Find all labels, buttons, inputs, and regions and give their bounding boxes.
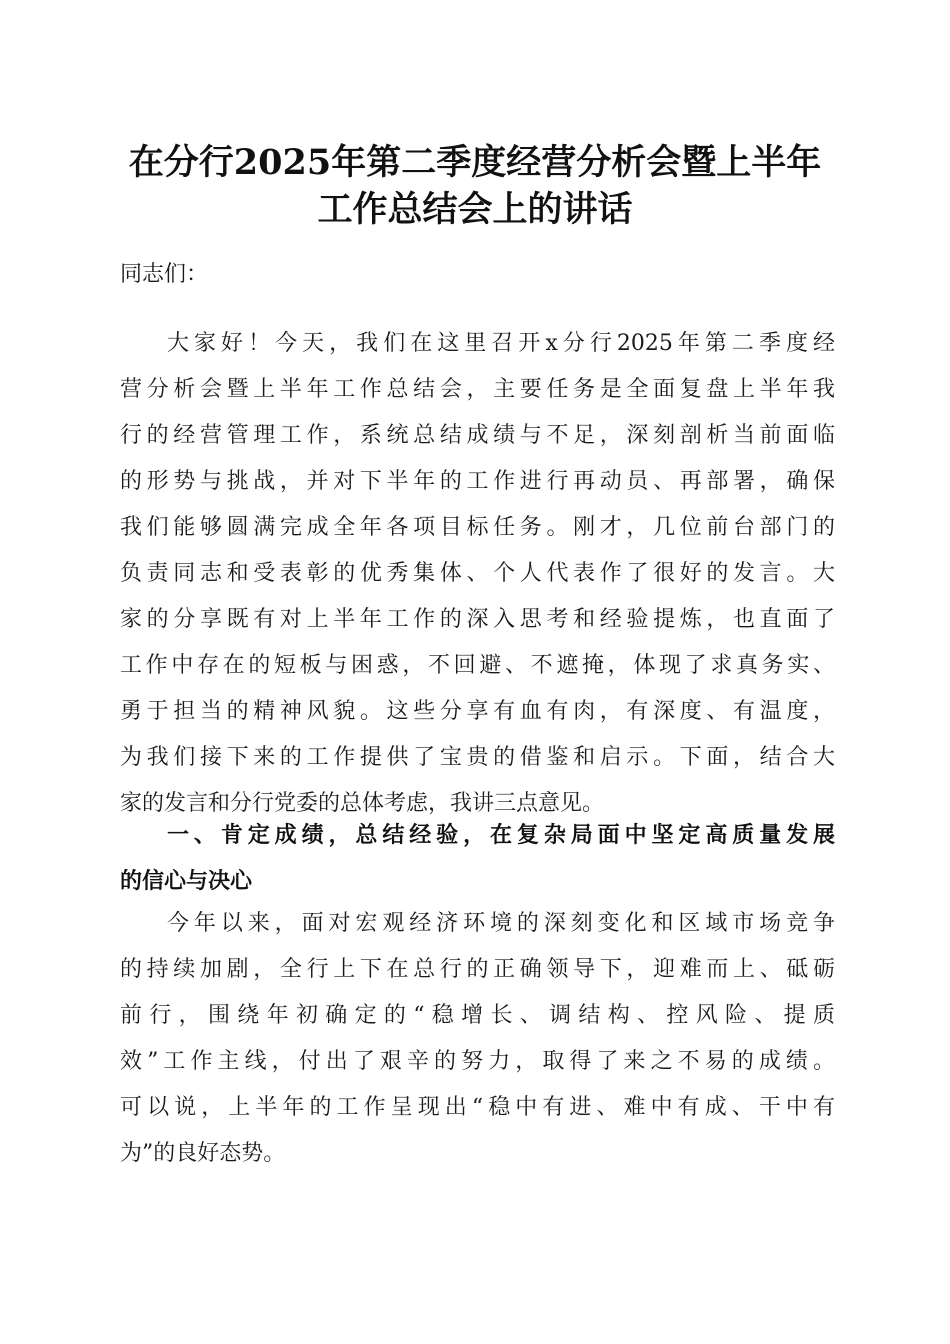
paragraph-line: 今年以来，面对宏观经济环境的深刻变化和区域市场竞争 bbox=[167, 911, 835, 936]
paragraph-1 bbox=[120, 321, 835, 827]
paragraph-line: 前行，围绕年初确定的“稳增长、调结构、控风险、提质 bbox=[120, 1003, 835, 1028]
document-title-line-1: 在分行2025年第二季度经营分析会暨上半年 bbox=[128, 142, 822, 183]
paragraph-line: 的形势与挑战，并对下半年的工作进行再动员、再部署，确保 bbox=[120, 469, 835, 494]
heading-line: 一、肯定成绩，总结经验，在复杂局面中坚定高质量发展 bbox=[167, 823, 835, 848]
paragraph-line: 行的经营管理工作，系统总结成绩与不足，深刻剖析当前面临 bbox=[120, 423, 835, 448]
paragraph-line: 为我们接下来的工作提供了宝贵的借鉴和启示。下面，结合大 bbox=[120, 745, 835, 770]
paragraph-line: 我们能够圆满完成全年各项目标任务。刚才，几位前台部门的 bbox=[120, 515, 835, 540]
paragraph-line: 营分析会暨上半年工作总结会，主要任务是全面复盘上半年我 bbox=[120, 377, 835, 402]
paragraph-line: 勇于担当的精神风貌。这些分享有血有肉，有深度、有温度， bbox=[120, 699, 835, 724]
paragraph-line: 大家好！今天，我们在这里召开x分行2025年第二季度经 bbox=[167, 331, 835, 356]
document-title-line-2: 工作总结会上的讲话 bbox=[317, 189, 633, 230]
paragraph-line: 可以说，上半年的工作呈现出“稳中有进、难中有成、干中有 bbox=[120, 1095, 835, 1120]
section-heading-1 bbox=[120, 813, 835, 905]
paragraph-2 bbox=[120, 901, 835, 1177]
salutation: 同志们： bbox=[120, 262, 209, 287]
paragraph-line: 负责同志和受表彰的优秀集体、个人代表作了很好的发言。大 bbox=[120, 561, 835, 586]
paragraph-line: 效”工作主线，付出了艰辛的努力，取得了来之不易的成绩。 bbox=[120, 1049, 835, 1074]
paragraph-line: 工作中存在的短板与困惑，不回避、不遮掩，体现了求真务实、 bbox=[120, 653, 835, 678]
paragraph-line: 家的发言和分行党委的总体考虑，我讲三点意见。 bbox=[120, 791, 605, 816]
paragraph-line: 为”的良好态势。 bbox=[120, 1141, 286, 1166]
paragraph-line: 的持续加剧，全行上下在总行的正确领导下，迎难而上、砥砺 bbox=[120, 957, 835, 982]
paragraph-line: 家的分享既有对上半年工作的深入思考和经验提炼，也直面了 bbox=[120, 607, 835, 632]
heading-line: 的信心与决心 bbox=[120, 869, 253, 894]
